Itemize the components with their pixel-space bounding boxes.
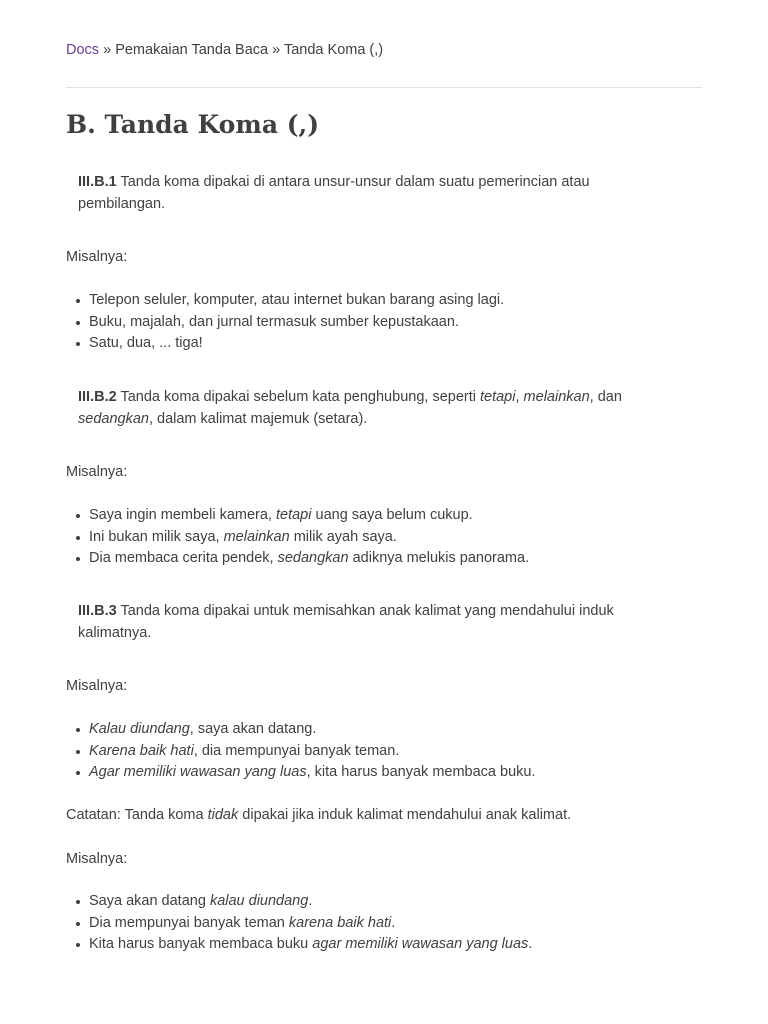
list-item: Saya akan datang kalau diundang. <box>66 891 702 913</box>
list-item: Agar memiliki wawasan yang luas, kita harus banyak membaca buku. <box>66 762 702 784</box>
list-item: Kalau diundang, saya akan datang. <box>66 719 702 741</box>
example-list <box>66 891 702 956</box>
list-item: Kita harus banyak membaca buku agar memiliki wawasan yang luas. <box>66 934 702 956</box>
list-item: Ini bukan milik saya, melainkan milik ayah saya. <box>66 527 702 549</box>
list-item: Saya ingin membeli kamera, tetapi uang saya belum cukup. <box>66 505 702 527</box>
example-label: Misalnya: <box>66 678 128 694</box>
rule-text: , dan <box>589 389 622 405</box>
rule-code: III.B.2 <box>78 389 117 405</box>
rule-code: III.B.3 <box>78 603 117 619</box>
breadcrumb-current: Tanda Koma (,) <box>283 42 384 58</box>
list-item: Karena baik hati, dia mempunyai banyak teman. <box>66 741 702 763</box>
rule-text: Tanda koma dipakai untuk memisahkan anak kalimat yang mendahului induk kalimatnya. <box>78 603 614 641</box>
example-label: Misalnya: <box>66 249 128 265</box>
breadcrumb <box>66 40 383 60</box>
breadcrumb-separator: » <box>272 42 281 58</box>
rule-code: III.B.1 <box>78 174 117 190</box>
breadcrumb-parent: Pemakaian Tanda Baca <box>115 42 269 58</box>
rule-emphasis: sedangkan <box>78 410 149 427</box>
note-paragraph: Catatan: Tanda koma tidak dipakai jika induk kalimat mendahului anak kalimat. <box>66 807 572 823</box>
note-emphasis: tidak <box>207 807 239 823</box>
rule-text: , dalam kalimat majemuk (setara). <box>148 410 368 427</box>
list-item: Buku, majalah, dan jurnal termasuk sumber kepustakaan. <box>66 312 702 334</box>
rule-text: Tanda koma dipakai sebelum kata penghubung, seperti <box>120 389 476 405</box>
example-label: Misalnya: <box>66 464 128 480</box>
rule-iii-b-2 <box>78 387 658 430</box>
rule-iii-b-3 <box>78 601 658 644</box>
rule-text: , <box>515 389 520 405</box>
rule-emphasis: tetapi <box>480 389 516 405</box>
list-item: Dia membaca cerita pendek, sedangkan adiknya melukis panorama. <box>66 548 702 570</box>
rule-text: Tanda koma dipakai di antara unsur-unsur dalam suatu pemerincian atau pembilangan. <box>78 174 590 212</box>
list-item: Telepon seluler, komputer, atau internet bukan barang asing lagi. <box>66 290 702 312</box>
header-divider <box>66 87 702 88</box>
example-list <box>66 290 702 355</box>
list-item: Satu, dua, ... tiga! <box>66 333 702 355</box>
example-list <box>66 505 702 570</box>
breadcrumb-separator: » <box>103 42 112 58</box>
rule-emphasis: melainkan <box>523 389 590 405</box>
example-label: Misalnya: <box>66 851 128 867</box>
breadcrumb-docs-link[interactable]: Docs <box>66 42 100 58</box>
list-item: Dia mempunyai banyak teman karena baik hati. <box>66 913 702 935</box>
rule-iii-b-1 <box>78 172 658 215</box>
example-list <box>66 719 702 784</box>
page-title: B. Tanda Koma (,) <box>66 110 320 139</box>
